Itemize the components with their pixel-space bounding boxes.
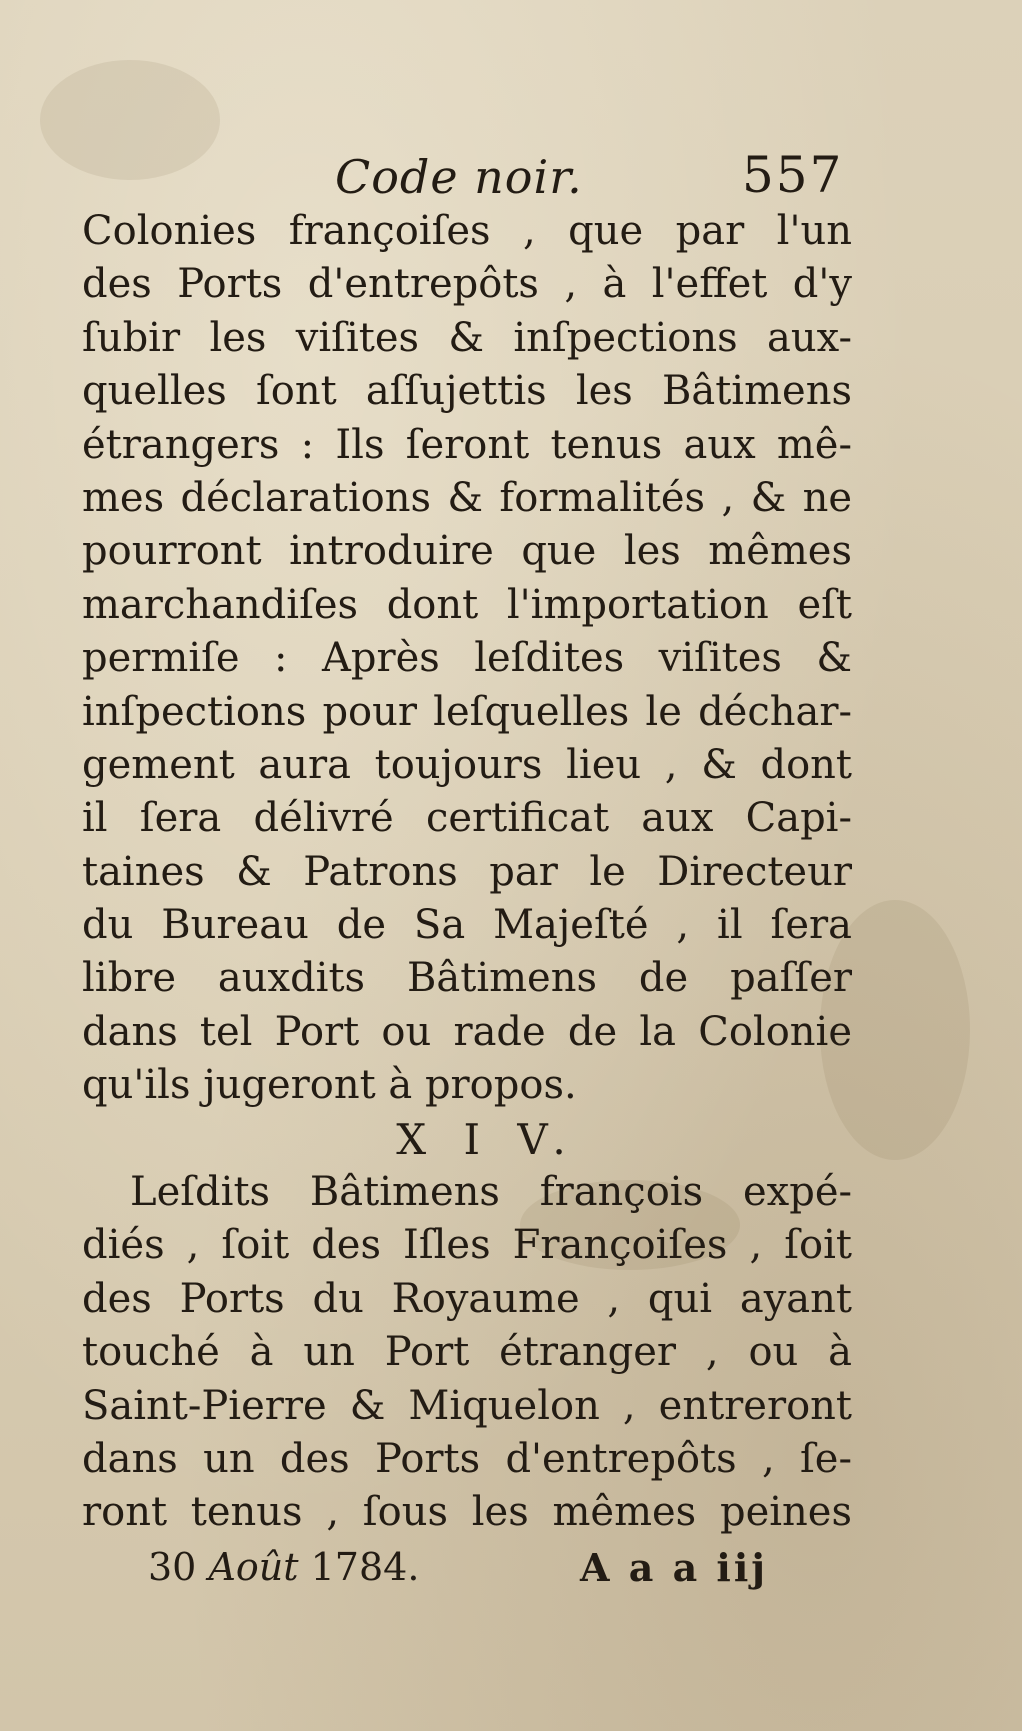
page-number: 557 <box>742 146 844 204</box>
text-line: permiſe : Après leſdites viſites & <box>82 635 852 682</box>
text-line: des Ports d'entrepôts , à l'effet d'y <box>82 261 852 308</box>
text-line: dans un des Ports d'entrepôts , ſe- <box>82 1435 852 1482</box>
text-line: Saint-Pierre & Miquelon , entreront <box>82 1382 852 1429</box>
text-line: touché à un Port étranger , ou à <box>82 1329 852 1376</box>
text-line: Colonies françoiſes , que par l'un <box>82 208 852 254</box>
running-title: Code noir. <box>335 150 583 204</box>
text-line: étrangers : Ils ſeront tenus aux mê- <box>82 421 852 468</box>
text-line: Leſdits Bâtimens françois expé- <box>130 1169 852 1216</box>
text-line: diés , ſoit des Iſles Françoiſes , ſoit <box>82 1222 852 1269</box>
text-line: du Bureau de Sa Majeſté , il ſera <box>82 902 852 949</box>
text-line: quelles ſont aſſujettis les Bâtimens <box>82 368 852 415</box>
text-line: dans tel Port ou rade de la Colonie <box>82 1008 852 1055</box>
body-text <box>82 205 852 1540</box>
footer-month: Août <box>208 1545 299 1589</box>
text-line: des Ports du Royaume , qui ayant <box>82 1275 852 1322</box>
footer-day: 30 <box>148 1545 197 1589</box>
text-line: marchandiſes dont l'importation eſt <box>82 581 852 628</box>
page-footer <box>0 1545 1022 1605</box>
footer-year: 1784. <box>310 1545 420 1589</box>
text-line: ront tenus , ſous les mêmes peines <box>82 1489 852 1536</box>
text-line: gement aura toujours lieu , & dont <box>82 741 852 788</box>
text-line: pourront introduire que les mêmes <box>82 528 852 575</box>
text-line: taines & Patrons par le Directeur <box>82 848 852 895</box>
text-line: inſpections pour leſquelles le déchar- <box>82 688 852 735</box>
footer-date <box>148 1545 419 1589</box>
signature-mark: A a a iij <box>580 1545 769 1590</box>
section-heading: X I V. <box>396 1114 578 1164</box>
text-line: libre auxdits Bâtimens de paſſer <box>82 955 852 1002</box>
text-line: mes déclarations & formalités , & ne <box>82 474 852 521</box>
text-line: ſubir les viſites & inſpections aux- <box>82 314 852 361</box>
text-line: qu'ils jugeront à propos. <box>82 1062 577 1109</box>
text-line: il ſera délivré certificat aux Capi- <box>82 795 852 842</box>
